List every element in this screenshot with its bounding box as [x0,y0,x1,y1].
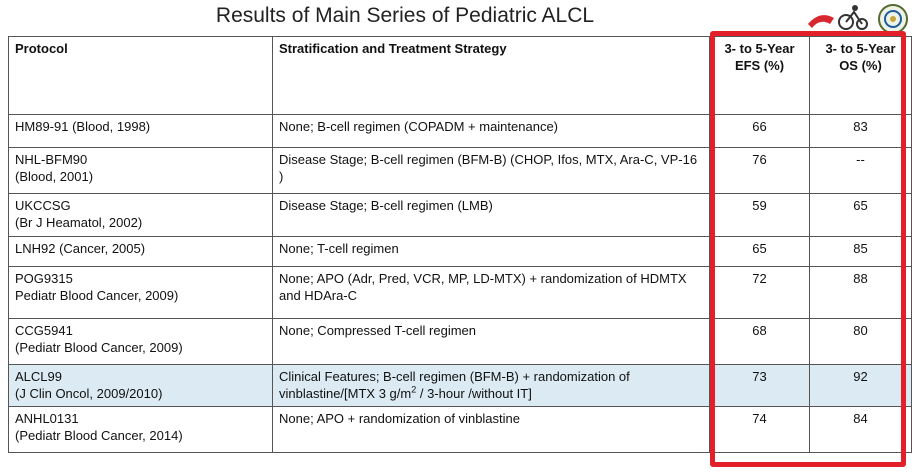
strategy-cell: None; T-cell regimen [273,237,710,267]
table-row [9,407,912,453]
cyclist-icon [839,5,867,29]
results-table [8,36,912,453]
os-cell: 83 [810,115,912,148]
protocol-cell: POG9315 Pediatr Blood Cancer, 2009) [9,267,273,319]
seal-logo-icon [879,5,907,33]
efs-cell: 73 [710,365,810,407]
protocol-cell: HM89-91 (Blood, 1998) [9,115,273,148]
strategy-cell: Disease Stage; B-cell regimen (LMB) [273,194,710,237]
table-row [9,148,912,194]
efs-header: 3- to 5-Year EFS (%) [710,37,810,115]
protocol-cell: ALCL99 (J Clin Oncol, 2009/2010) [9,365,273,407]
red-logo-icon [808,15,834,28]
efs-cell: 65 [710,237,810,267]
efs-cell: 66 [710,115,810,148]
protocol-cell: ANHL0131 (Pediatr Blood Cancer, 2014) [9,407,273,453]
header-row [9,37,912,115]
efs-cell: 72 [710,267,810,319]
strategy-cell: Clinical Features; B-cell regimen (BFM-B) + randomization of vinblastine/[MTX 3 $g/m^2$ / 3-hour /without IT] [273,365,710,407]
strategy-cell: None; Compressed T-cell regimen [273,319,710,365]
table-row [9,115,912,148]
os-cell: 65 [810,194,912,237]
protocol-header: Protocol [9,37,273,115]
table-row [9,267,912,319]
os-cell: 88 [810,267,912,319]
protocol-cell: LNH92 (Cancer, 2005) [9,237,273,267]
os-cell: -- [810,148,912,194]
protocol-cell: CCG5941 (Pediatr Blood Cancer, 2009) [9,319,273,365]
strategy-cell: None; B-cell regimen (COPADM + maintenance) [273,115,710,148]
table-row [9,237,912,267]
table-row [9,319,912,365]
strategy-cell: Disease Stage; B-cell regimen (BFM-B) (CHOP, Ifos, MTX, Ara-C, VP-16 ) [273,148,710,194]
protocol-cell: UKCCSG (Br J Heamatol, 2002) [9,194,273,237]
table-row [9,194,912,237]
os-cell: 85 [810,237,912,267]
efs-cell: 76 [710,148,810,194]
efs-cell: 59 [710,194,810,237]
efs-cell: 74 [710,407,810,453]
os-cell: 84 [810,407,912,453]
strategy-header: Stratification and Treatment Strategy [273,37,710,115]
table-row-highlighted [9,365,912,407]
logos [800,2,910,36]
protocol-cell: NHL-BFM90 (Blood, 2001) [9,148,273,194]
slide-title: Results of Main Series of Pediatric ALCL [215,4,595,27]
strategy-cell: None; APO + randomization of vinblastine [273,407,710,453]
strategy-cell: None; APO (Adr, Pred, VCR, MP, LD-MTX) + randomization of HDMTX and HDAra-C [273,267,710,319]
os-cell: 80 [810,319,912,365]
efs-cell: 68 [710,319,810,365]
os-cell: 92 [810,365,912,407]
os-header: 3- to 5-Year OS (%) [810,37,912,115]
